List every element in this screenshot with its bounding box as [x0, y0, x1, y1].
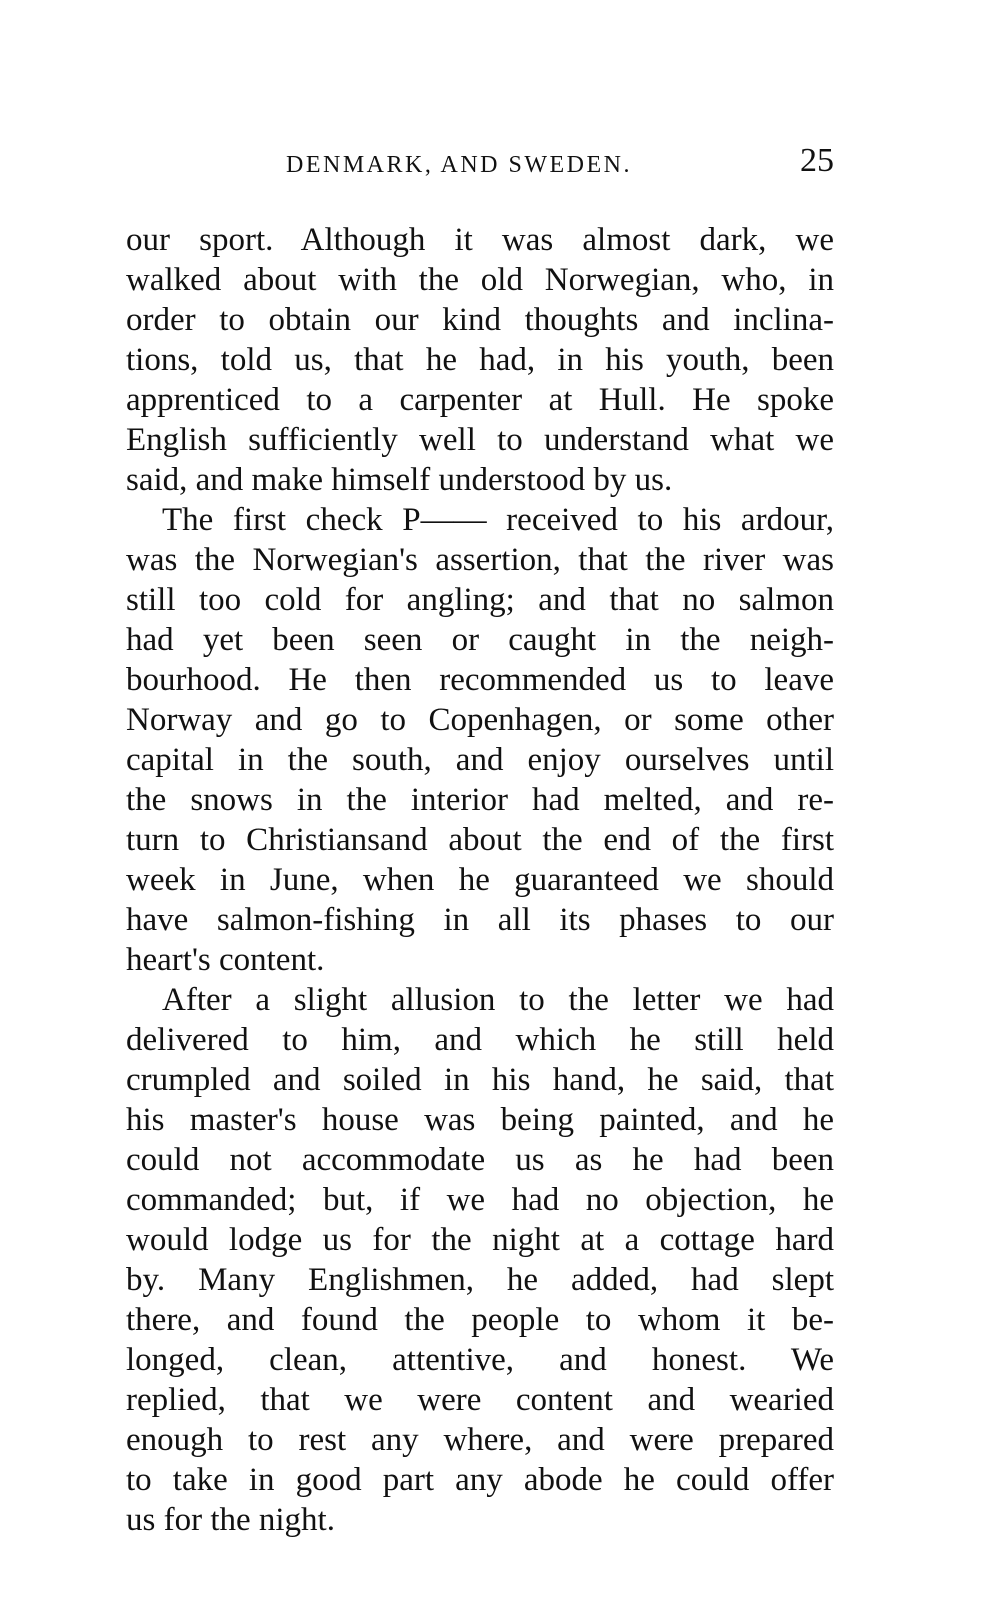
text-line: replied, that we were content and wearied — [126, 1382, 834, 1418]
text-line: bourhood. He then recommended us to leave — [126, 662, 834, 698]
text-line: there, and found the people to whom it be- — [126, 1302, 834, 1338]
text-line: heart's content. — [126, 942, 325, 978]
text-line: his master's house was being painted, and he — [126, 1102, 834, 1138]
text-line: longed, clean, attentive, and honest. We — [126, 1342, 834, 1378]
text-line: tions, told us, that he had, in his youth, been — [126, 342, 834, 378]
text-line: commanded; but, if we had no objection, he — [126, 1182, 834, 1218]
text-line: order to obtain our kind thoughts and inclina- — [126, 302, 834, 338]
running-head — [126, 140, 834, 190]
text-line: After a slight allusion to the letter we had — [162, 982, 834, 1018]
running-title: DENMARK, AND SWEDEN. — [286, 152, 632, 178]
text-line: the snows in the interior had melted, and re- — [126, 782, 834, 818]
text-line: by. Many Englishmen, he added, had slept — [126, 1262, 834, 1298]
text-line: us for the night. — [126, 1502, 335, 1538]
text-line: capital in the south, and enjoy ourselves until — [126, 742, 834, 778]
text-line: Norway and go to Copenhagen, or some other — [126, 702, 834, 738]
text-line: apprenticed to a carpenter at Hull. He spoke — [126, 382, 834, 418]
text-line: said, and make himself understood by us. — [126, 462, 673, 498]
page-number: 25 — [800, 142, 834, 179]
text-line: enough to rest any where, and were prepared — [126, 1422, 834, 1458]
text-line: The first check P—— received to his ardour, — [162, 502, 834, 538]
text-line: our sport. Although it was almost dark, we — [126, 222, 834, 258]
text-line: crumpled and soiled in his hand, he said, that — [126, 1062, 834, 1098]
text-line: was the Norwegian's assertion, that the river was — [126, 542, 834, 578]
text-line: would lodge us for the night at a cottage hard — [126, 1222, 834, 1258]
text-line: still too cold for angling; and that no salmon — [126, 582, 834, 618]
body-text — [126, 220, 834, 1540]
text-line: to take in good part any abode he could offer — [126, 1462, 834, 1498]
text-line: delivered to him, and which he still held — [126, 1022, 834, 1058]
text-line: English sufficiently well to understand what we — [126, 422, 834, 458]
text-line: had yet been seen or caught in the neigh- — [126, 622, 834, 658]
text-line: turn to Christiansand about the end of the first — [126, 822, 834, 858]
text-line: week in June, when he guaranteed we should — [126, 862, 834, 898]
text-line: walked about with the old Norwegian, who, in — [126, 262, 834, 298]
text-line: have salmon-fishing in all its phases to our — [126, 902, 834, 938]
text-line: could not accommodate us as he had been — [126, 1142, 834, 1178]
